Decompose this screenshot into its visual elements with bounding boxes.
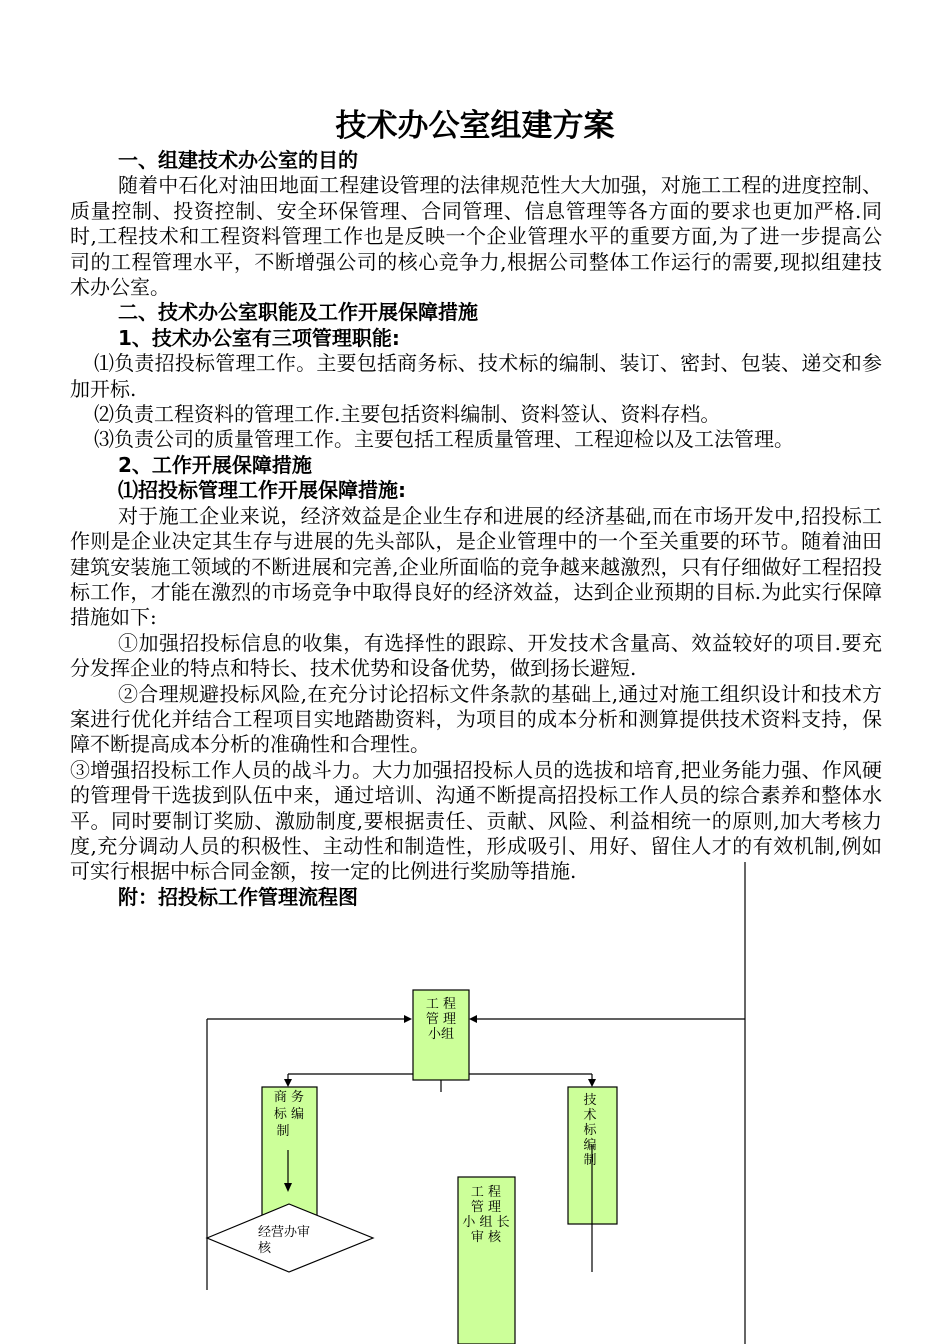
- section-1-heading: 一、组建技术办公室的目的: [118, 148, 358, 172]
- arrow-into-team-left: [404, 1015, 412, 1023]
- document-title: 技术办公室组建方案: [335, 108, 615, 144]
- section-1-paragraph: 随着中石化对油田地面工程建设管理的法律规范性大大加强，对施工工程的进度控制、质量控制、投资控制、安全环保管理、合同管理、信息管理等各方面的要求也更加严格.同时,工程技术和工程资料管理工作也是反映一个企业管理水平的重要方面,为了进一步提高公司的工程管理水平，不断增强公司的核心竞争力,根据公司整体工作运行的需要,现拟组建技术办公室。: [70, 173, 882, 300]
- leader-label-4: 审 核: [470, 1230, 502, 1245]
- technical-label-2: 术: [583, 1108, 597, 1123]
- technical-label-3: 标: [583, 1123, 597, 1138]
- arrow-to-business-box: [284, 1079, 292, 1087]
- function-item-2: ⑵负责工程资料的管理工作.主要包括资料编制、资料签认、资料存档。: [94, 402, 721, 427]
- team-label-2: 管 理: [425, 1012, 457, 1027]
- function-item-3: ⑶负责公司的质量管理工作。主要包括工程质量管理、工程迎检以及工法管理。: [94, 427, 794, 452]
- leader-label-3: 小 组 长: [462, 1215, 510, 1230]
- office-label-1: 经营办审: [258, 1225, 311, 1240]
- business-label-3: 制: [276, 1124, 290, 1139]
- leader-label-1: 工 程: [470, 1185, 502, 1200]
- section-2-2-heading: 2、工作开展保障措施: [118, 452, 312, 477]
- office-label-2: 核: [258, 1241, 272, 1256]
- technical-label-4: 编: [583, 1138, 597, 1153]
- bidding-paragraph: 对于施工企业来说，经济效益是企业生存和进展的经济基础,而在市场开发中,招投标工作则是企业决定其生存与进展的先头部队，是企业管理中的一个至关重要的环节。随着油田建筑安装施工领域的不断进展和完善,企业所面临的竞争越来越激烈，只有仔细做好工程招投标工作，才能在激烈的市场竞争中取得良好的经济效益，达到企业预期的目标.为此实行保障措施如下:: [70, 503, 882, 630]
- section-2-heading: 二、技术办公室职能及工作开展保障措施: [118, 300, 478, 325]
- section-2-2-1-heading: ⑴招投标管理工作开展保障措施:: [118, 478, 406, 503]
- technical-label-5: 制: [583, 1153, 597, 1168]
- appendix-heading: 附：招投标工作管理流程图: [118, 884, 358, 909]
- measure-item-3: ③增强招投标工作人员的战斗力。大力加强招投标人员的选拔和培育,把业务能力强、作风硬的管理骨干选拔到队伍中来，通过培训、沟通不断提高招投标工作人员的综合素养和整体水平。同时要制订奖励、激励制度,要根据责任、贡献、风险、利益相统一的原则,加大考核力度,充分调动人员的积极性、主动性和制造性，形成吸引、用好、留住人才的有效机制,例如可实行根据中标合同金额，按一定的比例进行奖励等措施.: [70, 757, 882, 884]
- team-label-1: 工 程: [425, 997, 457, 1012]
- leader-label-2: 管 理: [470, 1200, 502, 1215]
- function-item-1: ⑴负责招投标管理工作。主要包括商务标、技术标的编制、装订、密封、包装、递交和参加开标.: [70, 351, 882, 401]
- team-label-3: 小组: [427, 1027, 455, 1042]
- section-2-1-heading: 1、技术办公室有三项管理职能:: [118, 325, 400, 350]
- arrow-into-team-right: [469, 1015, 477, 1023]
- business-label-2: 标 编: [273, 1107, 305, 1122]
- technical-label-1: 技: [583, 1093, 597, 1108]
- measure-item-1: ①加强招投标信息的收集，有选择性的跟踪、开发技术含量高、效益较好的项目.要充分发挥企业的特点和特长、技术优势和设备优势，做到扬长避短.: [70, 630, 882, 681]
- arrow-to-technical-box: [588, 1079, 596, 1087]
- measure-item-2: ②合理规避投标风险,在充分讨论招标文件条款的基础上,通过对施工组织设计和技术方案进行优化并结合工程项目实地踏勘资料，为项目的成本分析和测算提供技术资料支持，保障不断提高成本分析的准确性和合理性。: [70, 681, 882, 757]
- business-label-1: 商 务: [273, 1090, 305, 1105]
